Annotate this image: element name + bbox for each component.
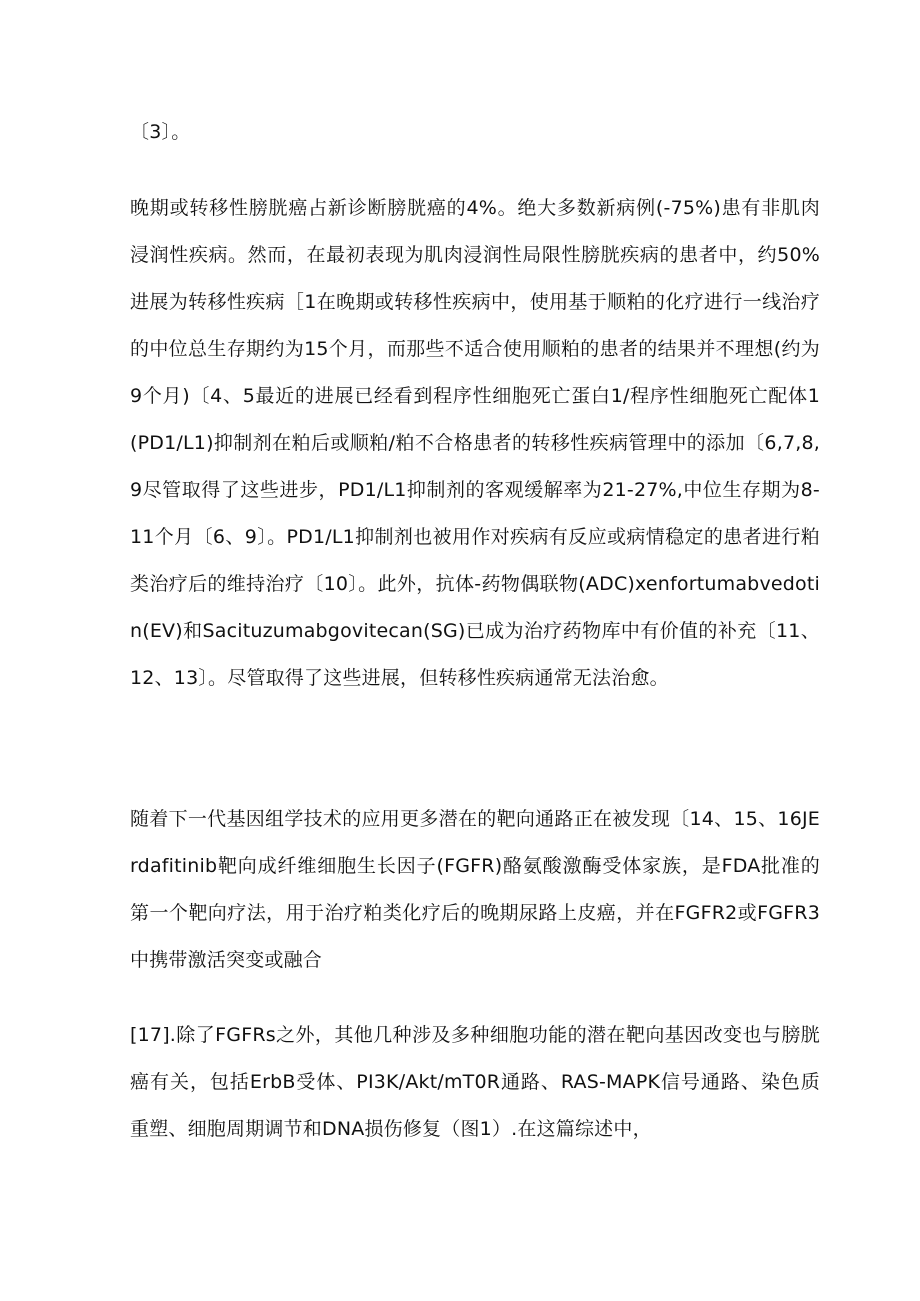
paragraph-genetic-alterations: [17].除了FGFRs之外，其他几种涉及多种细胞功能的潜在靶向基因改变也与膀胱癌有关，包括ErbB受体、PI3K∕Akt∕mT0R通路、RAS-MAPK信号通路、染色质重塑、细胞周期调节和DNA损伤修复（图1）.在这篇综述中，: [130, 1024, 820, 1140]
paragraph-metastatic-bladder-cancer: 晚期或转移性膀胱癌占新诊断膀胱癌的4%。绝大多数新病例(-75%)患有非肌肉浸润性疾病。然而，在最初表现为肌肉浸润性局限性膀胱疾病的患者中，约50%进展为转移性疾病［1在晚期或转移性疾病中，使用基于顺粕的化疗进行一线治疗的中位总生存期约为15个月，而那些不适合使用顺粕的患者的结果并不理想(约为9个月)〔4、5最近的进展已经看到程序性细胞死亡蛋白1/程序性细胞死亡配体1(PD1/L1)抑制剂在粕后或顺粕/粕不合格患者的转移性疾病管理中的添加〔6,7,8,9尽管取得了这些进步，PD1/L1抑制剂的客观缓解率为21-27%,中位生存期为8-11个月〔6、9〕。PD1/L1抑制剂也被用作对疾病有反应或病情稳定的患者进行粕类治疗后的维持治疗〔10〕。此外，抗体-药物偶联物(ADC)xenfortumabvedotin(EV)和Sacituzumabgovitecan(SG)已成为治疗药物库中有价值的补充〔11、12、13〕。尽管取得了这些进展，但转移性疾病通常无法治愈。: [130, 197, 820, 689]
paragraph-citation-3: 〔3〕。: [130, 121, 191, 143]
paragraph-targeted-pathways: 随着下一代基因组学技术的应用更多潜在的靶向通路正在被发现〔14、15、16JErdafitinib靶向成纤维细胞生长因子(FGFR)酪氨酸激酶受体家族，是FDA批准的第一个靶向疗法，用于治疗粕类化疗后的晚期尿路上皮癌，并在FGFR2或FGFR3中携带激活突变或融合: [130, 808, 820, 971]
